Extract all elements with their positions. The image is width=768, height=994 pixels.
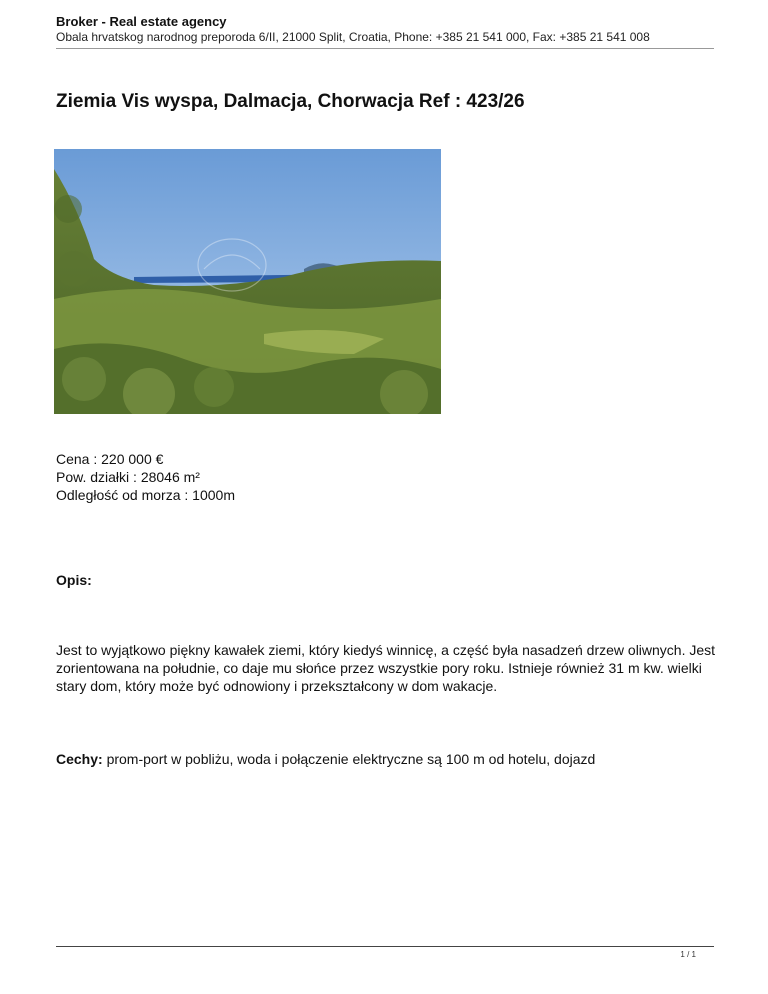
agency-name: Broker - Real estate agency (56, 14, 227, 29)
page-number: 1 / 1 (680, 950, 696, 959)
description-heading: Opis: (56, 572, 92, 588)
description-text: Jest to wyjątkowo piękny kawałek ziemi, który kiedyś winnicę, a część była nasadzeń drzew oliwnych. Jest zorientowana na południe, co daje mu słońce przez wszystkie pory roku. Istnieje również 31 m kw. wielki stary dom, który może być odnowiony i przekształcony w dom wakacje. (56, 642, 716, 694)
header-divider (56, 48, 714, 49)
document-header (56, 14, 714, 45)
property-photo (54, 149, 441, 414)
listing-facts (56, 450, 235, 504)
plot-area: Pow. działki : 28046 m² (56, 469, 200, 485)
agency-address: Obala hrvatskog narodnog preporoda 6/II, 21000 Split, Croatia, Phone: +385 21 541 000, Fax: +385 21 541 008 (56, 30, 650, 44)
features-line (56, 750, 595, 768)
price: Cena : 220 000 € (56, 451, 164, 467)
sea-distance: Odległość od morza : 1000m (56, 487, 235, 503)
features-label: Cechy: (56, 751, 103, 767)
listing-title: Ziemia Vis wyspa, Dalmacja, Chorwacja Ref : 423/26 (56, 91, 525, 112)
footer-divider (56, 946, 714, 947)
features-text: prom-port w pobliżu, woda i połączenie elektryczne są 100 m od hotelu, dojazd (102, 751, 596, 767)
